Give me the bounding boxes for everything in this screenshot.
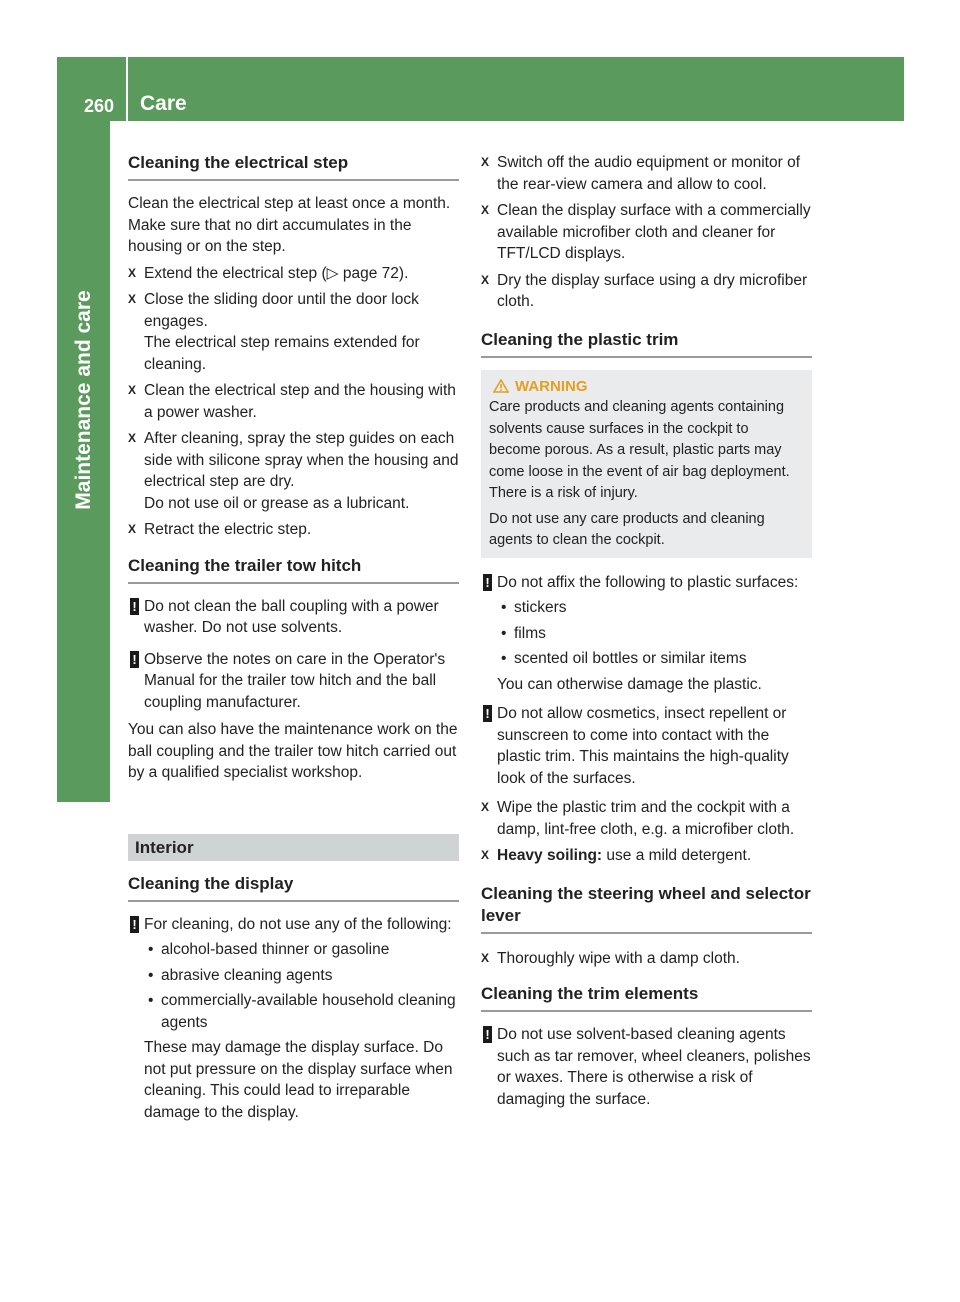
- warning-title: WARNING: [515, 377, 588, 395]
- instruction-step: [128, 289, 459, 375]
- instruction-step: [481, 948, 812, 970]
- step-text: Clean the electrical step and the housing with a power washer.: [144, 382, 456, 421]
- exclamation-icon: !: [130, 651, 139, 668]
- bullet-icon: •: [501, 599, 507, 616]
- list-item-text: scented oil bottles or similar items: [514, 650, 747, 667]
- note-continuation: These may damage the display surface. Do not put pressure on the display surface when cleaning. This could lead to irreparable damage to the display.: [144, 1039, 453, 1121]
- step-arrow-icon: X: [481, 203, 490, 217]
- list-item: [481, 648, 812, 670]
- step-arrow-icon: X: [481, 272, 490, 287]
- step-text: Thoroughly wipe with a damp cloth.: [497, 949, 740, 967]
- note-text: Do not allow cosmetics, insect repellent or sunscreen to come into contact with the plastic trim. This maintains the high-quality look of the surfaces.: [497, 705, 789, 787]
- caution-note: [481, 703, 812, 789]
- heading-electrical-step: Cleaning the electrical step: [128, 152, 459, 181]
- note-text: Do not use solvent-based cleaning agents such as tar remover, wheel cleaners, polishes or waxes. There is otherwise a risk of damaging the surface.: [497, 1026, 811, 1108]
- step-text: Close the sliding door until the door lock engages.: [144, 291, 419, 330]
- exclamation-icon: !: [130, 916, 139, 933]
- bullet-icon: •: [148, 966, 154, 984]
- step-emphasis: Heavy soiling:: [497, 847, 603, 864]
- step-text: Clean the display surface with a commercially available microfiber cloth and cleaner for TFT/LCD displays.: [497, 202, 811, 262]
- warning-header: [489, 376, 804, 398]
- step-result: Do not use oil or grease as a lubricant.: [144, 494, 410, 512]
- step-arrow-icon: X: [481, 950, 490, 965]
- warning-text: Do not use any care products and cleaning agents to clean the cockpit.: [489, 510, 765, 548]
- step-text: Retract the electric step.: [144, 521, 312, 538]
- step-text: Dry the display surface using a dry microfiber cloth.: [497, 271, 808, 310]
- note-text: Observe the notes on care in the Operator's Manual for the trailer tow hitch and the ball coupling manufacturer.: [144, 650, 446, 711]
- step-arrow-icon: X: [481, 848, 490, 862]
- exclamation-icon: !: [483, 705, 492, 722]
- caution-note: [481, 572, 812, 696]
- paragraph: You can also have the maintenance work on the ball coupling and the trailer tow hitch carried out by a qualified specialist workshop.: [128, 721, 458, 781]
- caution-note: [481, 1024, 812, 1110]
- instruction-step: [128, 428, 459, 514]
- step-arrow-icon: X: [481, 800, 490, 814]
- list-item: [481, 597, 812, 619]
- step-arrow-icon: X: [481, 155, 490, 169]
- list-item-text: commercially-available household cleaning agents: [161, 992, 456, 1031]
- list-item: [481, 623, 812, 645]
- step-text: After cleaning, spray the step guides on each side with silicone spray when the housing and electrical step are dry.: [144, 430, 459, 490]
- caution-note: [128, 649, 459, 714]
- list-item-text: alcohol-based thinner or gasoline: [161, 941, 390, 958]
- instruction-step: [481, 152, 812, 195]
- note-text: Do not clean the ball coupling with a power washer. Do not use solvents.: [144, 597, 439, 636]
- page-number: 260: [84, 96, 115, 116]
- step-arrow-icon: X: [128, 431, 137, 445]
- instruction-step: [481, 270, 812, 313]
- section-band-interior: [128, 834, 459, 861]
- warning-triangle-icon: [493, 379, 509, 393]
- instruction-step: [481, 845, 812, 867]
- step-text: Switch off the audio equipment or monitor of the rear-view camera and allow to cool.: [497, 154, 800, 193]
- side-tab-label: Maintenance and care: [72, 290, 95, 510]
- heading-plastic-trim: Cleaning the plastic trim: [481, 329, 812, 358]
- section-title: Care: [140, 92, 187, 115]
- step-text: Wipe the plastic trim and the cockpit with a damp, lint-free cloth, e.g. a microfiber cloth.: [497, 799, 795, 838]
- list-item: [128, 990, 459, 1033]
- instruction-step: [481, 797, 812, 840]
- heading-display: Cleaning the display: [128, 873, 459, 902]
- list-item: [128, 965, 459, 987]
- instruction-step: [128, 263, 459, 285]
- bullet-icon: •: [501, 624, 507, 642]
- list-item: [128, 939, 459, 961]
- list-item-text: stickers: [514, 599, 567, 616]
- instruction-step: [128, 380, 459, 423]
- exclamation-icon: !: [483, 1026, 492, 1043]
- note-text: Do not affix the following to plastic surfaces:: [497, 573, 799, 591]
- step-text: use a mild detergent.: [602, 847, 752, 864]
- warning-text: Care products and cleaning agents containing solvents cause surfaces in the cockpit to become porous. As a result, plastic parts may come loose in the event of air bag deployment. There is a risk of injury.: [489, 399, 790, 501]
- bullet-icon: •: [148, 992, 154, 1009]
- note-continuation: You can otherwise damage the plastic.: [497, 675, 762, 693]
- bullet-icon: •: [501, 650, 507, 667]
- caution-note: [128, 914, 459, 1124]
- step-arrow-icon: X: [128, 292, 137, 306]
- step-arrow-icon: X: [128, 265, 137, 280]
- exclamation-icon: !: [483, 574, 492, 591]
- exclamation-icon: !: [130, 598, 139, 615]
- step-result: The electrical step remains extended for cleaning.: [144, 334, 420, 373]
- step-arrow-icon: X: [128, 522, 137, 536]
- instruction-step: [128, 519, 459, 541]
- bullet-icon: •: [148, 941, 154, 958]
- step-text: Extend the electrical step (▷ page 72).: [144, 264, 409, 282]
- left-column: [128, 152, 459, 1123]
- instruction-step: [481, 200, 812, 265]
- heading-tow-hitch: Cleaning the trailer tow hitch: [128, 555, 459, 584]
- right-column: [481, 152, 812, 1120]
- caution-note: [128, 596, 459, 639]
- paragraph: Clean the electrical step at least once a month. Make sure that no dirt accumulates in the housing or on the step.: [128, 195, 451, 255]
- side-marker: [57, 749, 110, 802]
- list-item-text: films: [514, 624, 546, 642]
- note-text: For cleaning, do not use any of the following:: [144, 915, 452, 933]
- step-arrow-icon: X: [128, 383, 137, 397]
- warning-box: [481, 370, 812, 558]
- header-divider: [126, 57, 128, 121]
- band-label: Interior: [135, 837, 194, 857]
- heading-trim-elements: Cleaning the trim elements: [481, 983, 812, 1012]
- heading-steering-wheel: Cleaning the steering wheel and selector lever: [481, 883, 812, 934]
- list-item-text: abrasive cleaning agents: [161, 966, 333, 984]
